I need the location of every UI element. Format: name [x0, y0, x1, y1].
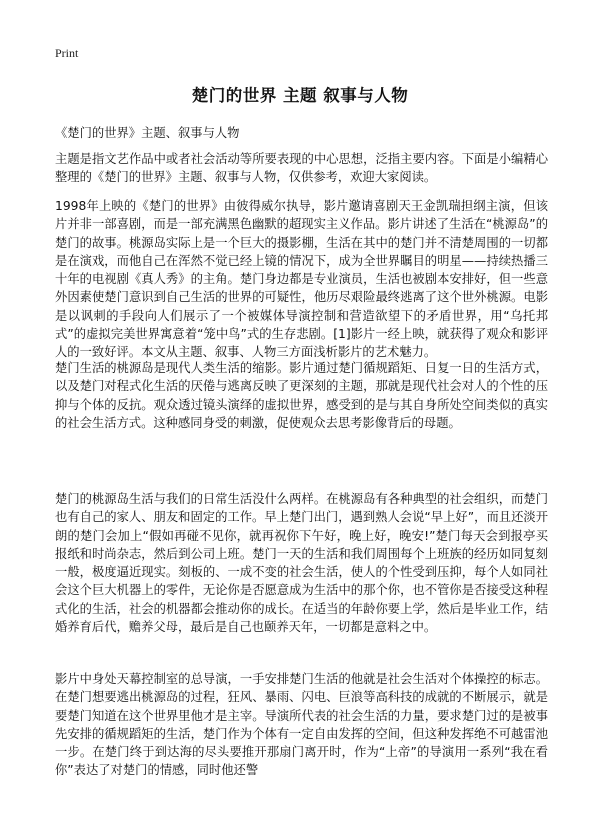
print-link[interactable]: Print — [55, 46, 79, 60]
article-subtitle: 《楚门的世界》主题、叙事与人物 — [55, 126, 240, 140]
intro-paragraph: 主题是指文艺作品中或者社会活动等所要表现的中心思想，泛指主要内容。下面是小编精心整理的《楚门的世界》主题、叙事与人物，仅供参考，欢迎大家阅读。 — [55, 152, 548, 185]
body-paragraph: 楚门生活的桃源岛是现代人类生活的缩影。影片通过楚门循规蹈矩、日复一日的生活方式，以及楚门对程式化生活的厌倦与逃离反映了更深刻的主题，那就是现代社会对人的个性的压抑与个体的反抗。观众透过镜头演绎的虚拟世界，感受到的是与其自身所处空间类似的真实的社会生活方式。这种感同身受的刺激，促使观众去思考影像背后的母题。 — [55, 361, 548, 430]
body-paragraph: 楚门的桃源岛生活与我们的日常生活没什么两样。在桃源岛有各种典型的社会组织，而楚门也有自己的家人、朋友和固定的工作。早上楚门出门，遇到熟人会说“早上好”，而且还淡开朗的楚门会加上“假如再碰不见你，就再祝你下午好，晚上好，晚安!”楚门每天会到报亭买报纸和时尚杂志，然后到公司上班。楚门一天的生活和我们周围每个上班族的经历如同复刻一般，极度逼近现实。刻板的、一成不变的社会生活，使人的个性受到压抑，每个人如同社会这个巨大机器上的零件，无论你是否愿意成为生活中的那个你，也不管你是否接受这种程式化的生活，社会的机器都会推动你的成长。在适当的年龄你要上学，然后是毕业工作，结婚养育后代，赡养父母，最后是自己也颐养天年，一切都是意料之中。 — [55, 492, 548, 635]
body-paragraph: 影片中身处天幕控制室的总导演，一手安排楚门生活的他就是社会生活对个体操控的标志。在楚门想要逃出桃源岛的过程，狂风、暴雨、闪电、巨浪等高科技的成就的不断展示，就是要楚门知道在这个世界里他才是主宰。导演所代表的社会生活的力量，要求楚门过的是被事先安排的循规蹈矩的生活，楚门作为个体有一定自由发挥的空间，但这种发挥绝不可越雷池一步。在楚门终于到达海的尽头要推开那扇门离开时，作为“上帝”的导演用一系列“我在看你”表达了对楚门的情感，同时他还警 — [55, 672, 548, 778]
body-paragraph: 1998年上映的《楚门的世界》由彼得威尔执导，影片邀请喜剧天王金凯瑞担纲主演，但该片并非一部喜剧，而是一部充满黑色幽默的超现实主义作品。影片讲述了生活在“桃源岛”的楚门的故事。桃源岛实际上是一个巨大的摄影棚，生活在其中的楚门并不清楚周围的一切都是在演戏，而他自己在浑然不觉已经上镜的情况下，成为全世界瞩目的明星——持续热播三十年的电视剧《真人秀》的主角。楚门身边都是专业演员，生活也被剧本安排好，但一些意外因素使楚门意识到自己生活的世界的可疑性，他历尽艰险最终逃离了这个世外桃源。电影是以讽刺的手段向人们展示了一个被媒体导演控制和营造欲望下的矛盾世界，用“乌托邦式”的虚拟完美世界寓意着“笼中鸟”式的生存悲剧。[1]影片一经上映，就获得了观众和影评人的一致好评。本文从主题、叙事、人物三方面浅析影片的艺术魅力。 — [55, 199, 548, 360]
article-title: 楚门的世界 主题 叙事与人物 — [191, 86, 409, 105]
